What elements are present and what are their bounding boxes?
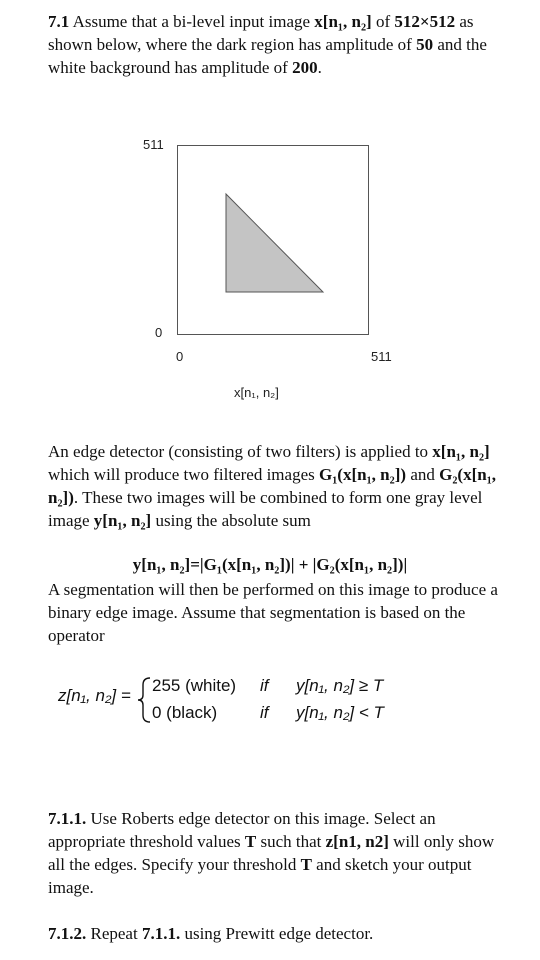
operator-lhs: z[n₁, n₂] = (58, 686, 131, 705)
edge-detector-paragraph: An edge detector (consisting of two filters) is applied to x[n₁, n₂] which will produce two filtered images G₁(x[n₁, n₂]) and G₂(x[n₁, n₂]). These two images will be combined to form one gray level image y[n₁, n₂] using the absolute sum (48, 442, 497, 530)
input-signal: x[n₁, n₂] (314, 12, 372, 31)
x-max-label: 511 (371, 349, 392, 364)
white-amplitude: 200 (292, 58, 318, 77)
problem-number: 7.1 (48, 12, 70, 31)
row2-condition: y[n₁, n₂] < T (296, 703, 384, 722)
y-min-label: 0 (155, 325, 163, 340)
question-7-1-2: 7.1.2. Repeat 7.1.1. using Prewitt edge detector. (48, 924, 374, 943)
segmentation-paragraph: A segmentation will then be performed on this image to produce a binary edge image. Assume that segmentation is based on the operator (48, 580, 498, 645)
figure-caption: x[n₁, n₂] (234, 385, 279, 400)
question-number: 7.1.1. (48, 809, 87, 828)
intro-paragraph: 7.1 Assume that a bi-level input image x[n₁, n₂] of 512×512 as shown below, where the dark region has amplitude of 50 and the white background has amplitude of 200. (48, 12, 487, 77)
image-frame (177, 145, 369, 335)
question-number-2: 7.1.2. (48, 924, 87, 943)
gray-image: y[n₁, n₂] (93, 511, 152, 530)
question-reference: 7.1.1. (141, 924, 181, 943)
filter-g1: G₁(x[n₁, n₂]) (318, 465, 407, 484)
dark-triangle (178, 146, 368, 334)
dark-amplitude: 50 (416, 35, 434, 54)
edge-input-signal: x[n₁, n₂] (432, 442, 490, 461)
x-min-label: 0 (176, 349, 184, 364)
black-value: 0 (black) (152, 703, 218, 722)
row2-if: if (260, 703, 269, 722)
left-brace (136, 676, 152, 724)
output-signal: z[n1, n2] (325, 832, 389, 851)
filter-g2: G₂(x[n₁, n₂]) (48, 465, 497, 507)
threshold-symbol: T (244, 832, 257, 851)
threshold-symbol-2: T (300, 855, 312, 874)
row1-if: if (260, 676, 269, 695)
question-7-1-1: 7.1.1. Use Roberts edge detector on this image. Select an appropriate threshold values T such that z[n1, n2] will only show all the edges. Specify your threshold T and sketch your output image. (48, 809, 495, 897)
y-max-label: 511 (143, 137, 164, 152)
row1-condition: y[n₁, n₂] ≥ T (296, 676, 384, 695)
absolute-sum-equation: y[n₁, n₂]=|G₁(x[n₁, n₂])| + |G₂(x[n₁, n₂])| (132, 555, 408, 574)
white-value: 255 (white) (152, 676, 237, 695)
image-size: 512×512 (394, 12, 456, 31)
